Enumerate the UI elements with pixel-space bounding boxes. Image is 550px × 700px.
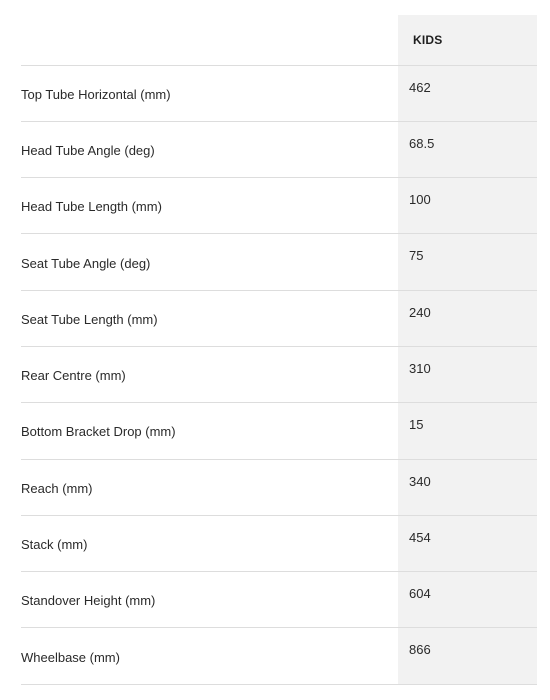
table-row: [21, 178, 537, 234]
row-value: 604: [398, 572, 537, 628]
row-label: Rear Centre (mm): [21, 346, 398, 402]
table-row: [21, 572, 537, 628]
row-value: 462: [398, 65, 537, 121]
row-value: 340: [398, 459, 537, 515]
geometry-table: [21, 15, 537, 685]
table-row: [21, 290, 537, 346]
row-label: Top Tube Horizontal (mm): [21, 65, 398, 121]
table-row: [21, 628, 537, 684]
table-row: [21, 65, 537, 121]
table-corner-cell: [21, 15, 398, 65]
row-value: 100: [398, 178, 537, 234]
row-label: Bottom Bracket Drop (mm): [21, 403, 398, 459]
table-row: [21, 459, 537, 515]
row-label: Head Tube Length (mm): [21, 178, 398, 234]
row-label: Reach (mm): [21, 459, 398, 515]
row-label: Seat Tube Length (mm): [21, 290, 398, 346]
table-row: [21, 515, 537, 571]
size-column-header: KIDS: [398, 15, 537, 65]
row-value: 866: [398, 628, 537, 684]
row-value: 15: [398, 403, 537, 459]
row-value: 454: [398, 515, 537, 571]
table-row: [21, 234, 537, 290]
row-label: Standover Height (mm): [21, 572, 398, 628]
row-label: Stack (mm): [21, 515, 398, 571]
row-label: Seat Tube Angle (deg): [21, 234, 398, 290]
row-value: 240: [398, 290, 537, 346]
table-row: [21, 403, 537, 459]
row-value: 68.5: [398, 121, 537, 177]
table-row: [21, 121, 537, 177]
table-header-row: [21, 15, 537, 65]
row-label: Head Tube Angle (deg): [21, 121, 398, 177]
row-value: 75: [398, 234, 537, 290]
table-row: [21, 346, 537, 402]
row-value: 310: [398, 346, 537, 402]
row-label: Wheelbase (mm): [21, 628, 398, 684]
